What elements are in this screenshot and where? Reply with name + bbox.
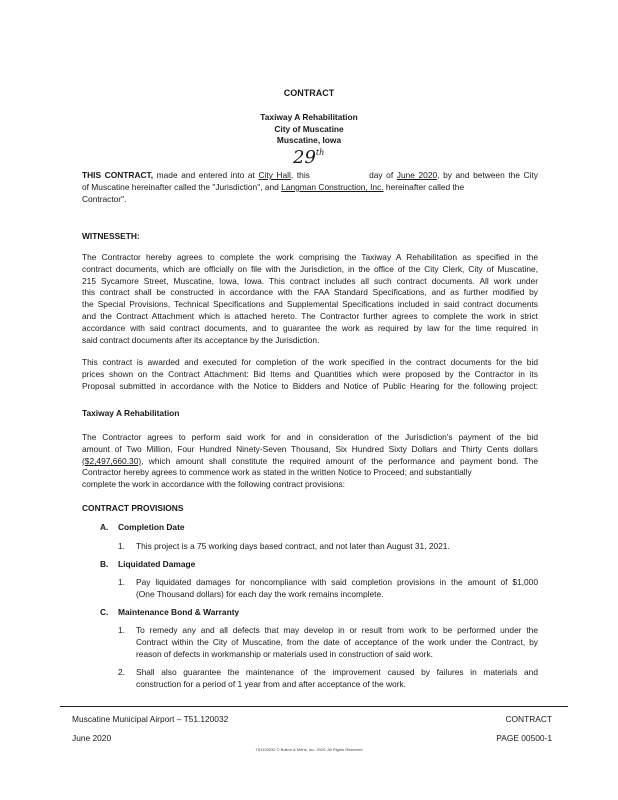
footer-divider <box>60 706 568 707</box>
section-c-item-2-text: Shall also guarantee the maintenance of the improvement caused by failures in materials and construction for a period of 1 year from and after acceptance of the work. <box>136 667 538 689</box>
section-a-letter: A. <box>100 522 109 532</box>
provisions-heading: CONTRACT PROVISIONS <box>82 503 184 513</box>
footer-section: CONTRACT <box>505 714 552 724</box>
subtitle-city: City of Muscatine <box>274 123 344 134</box>
paragraph-award: This contract is awarded and executed for completion of the work specified in the contract documents for the bid prices shown on the Contract Attachment: Bid Items and Quantities which were proposed by the Contractor in its Proposal submitted in accordance with the Notice to Bidders and Notice of Public Hearing for the following project: <box>82 357 538 391</box>
footer-project: Muscatine Municipal Airport – T51.120032 <box>72 714 229 724</box>
section-a-title: Completion Date <box>118 522 185 532</box>
section-c-item-2-num: 2. <box>118 667 125 677</box>
intro-paragraph: THIS CONTRACT, made and entered into at City Hall, this day of June 2020, by and between the City of Muscatine hereinafter called the "Jurisdiction", and Langman Construction, Inc. hereinafter called the Contractor". <box>82 170 538 204</box>
section-a-item-1-num: 1. <box>118 541 125 551</box>
section-c-item-1-text: To remedy any and all defects that may develop in or result from work to be performed under the Contract within the City of Muscatine, from the date of acceptance of the work under the Contract, by reason of defects in workmanship or materials used in construction of said work. <box>136 625 538 659</box>
section-c-title: Maintenance Bond & Warranty <box>118 607 240 617</box>
subtitle-project: Taxiway A Rehabilitation <box>260 112 358 122</box>
paragraph-payment: The Contractor agrees to perform said work for and in consideration of the Jurisdiction's payment of the bid amount of Two Million, Four Hundred Ninety-Seven Thousand, Six Hundred Sixty Dollars and Thirty Cents dollars ($2,497,660.30), which amount shall constitute the required amount of the performance and payment bond. The Contractor hereby agrees to commence work as stated in the written Notice to Proceed; and substantially complete the work in accordance with the following contract provisions: <box>82 432 538 490</box>
section-a-item-1-text: This project is a 75 working days based contract, and not later than August 31, 2021. <box>136 541 450 551</box>
project-heading: Taxiway A Rehabilitation <box>82 408 180 418</box>
section-b-item-1-num: 1. <box>118 577 125 587</box>
section-c-letter: C. <box>100 607 109 617</box>
footer-date: June 2020 <box>72 733 112 743</box>
handwritten-day: 29th <box>293 147 325 168</box>
footer-page-number: PAGE 00500-1 <box>496 733 552 743</box>
section-b-letter: B. <box>100 559 109 569</box>
section-b-item-1-text: Pay liquidated damages for noncompliance with said completion provisions in the amount of $1,000 (One Thousand dollars) for each day the work remains incomplete. <box>136 577 538 599</box>
paragraph-scope: The Contractor hereby agrees to complete the work comprising the Taxiway A Rehabilitation as specified in the contract documents, which are officially on file with the Jurisdiction, in the office of the City Clerk, City of Muscatine, 215 Sycamore Street, Muscatine, Iowa, Iowa. This contract includes all such contract documents. All work under this contract shall be constructed in accordance with the FAA Standard Specifications, and as further modified by the Special Provisions, Technical Specifications and Supplemental Specifications included in said contract documents and the Contract Attachment which is attached hereto. The Contractor further agrees to complete the work in strict accordance with said contract documents, and to guarantee the work as required by law for the time required in said contract documents after its acceptance by the Jurisdiction. <box>82 252 538 345</box>
subtitle-location: Muscatine, Iowa <box>276 135 342 145</box>
witnesseth-heading: WITNESSETH: <box>82 231 140 241</box>
footer-copyright: T51120032 © Bolton & Menk, Inc. 2020, All Rights Reserved <box>255 747 363 752</box>
section-b-title: Liquidated Damage <box>118 559 196 569</box>
document-title: CONTRACT <box>283 88 335 98</box>
section-c-item-1-num: 1. <box>118 625 125 635</box>
